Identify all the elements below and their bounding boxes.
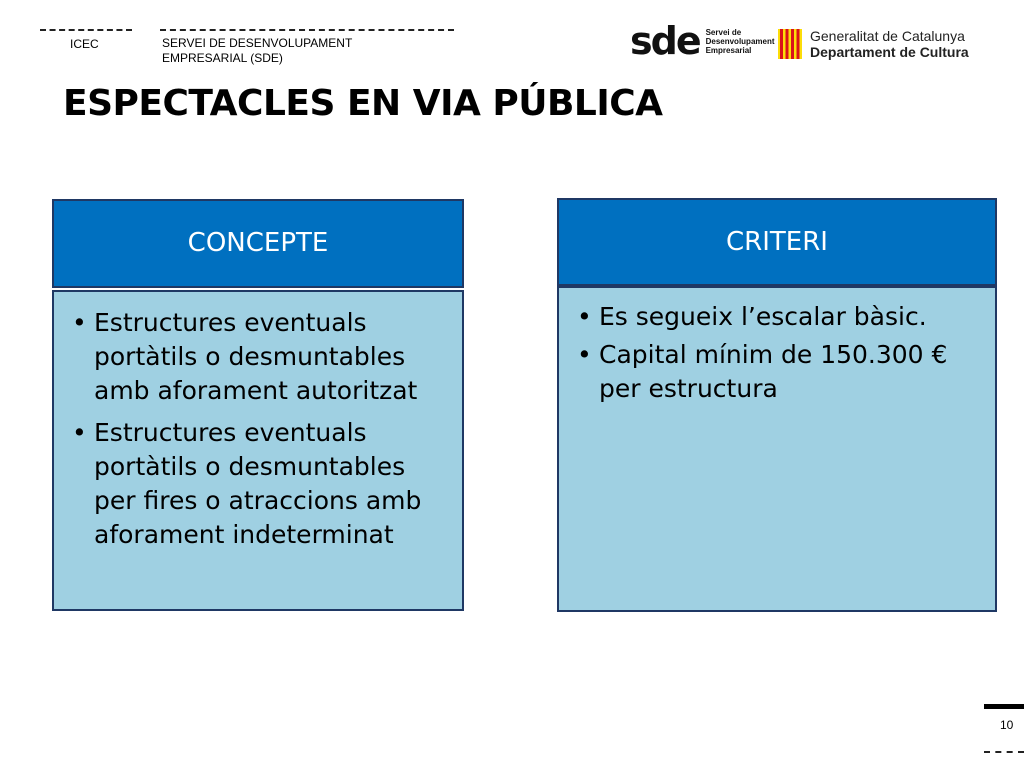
- criteri-item-2: • Capital mínim de 150.300 € per estructura: [577, 338, 977, 406]
- sde-sub-line3: Empresarial: [705, 45, 752, 55]
- footer-bar: [984, 704, 1024, 709]
- org-long-line2: EMPRESARIAL (SDE): [162, 51, 283, 65]
- criteri-list: [577, 300, 977, 406]
- sde-sub-line2: Desenvolupament: [705, 36, 775, 46]
- sde-logo-subtitle: [706, 28, 775, 55]
- criteri-item-1: • Es segueix l’escalar bàsic.: [577, 300, 977, 334]
- generalitat-line1: Generalitat de Catalunya: [810, 28, 965, 44]
- generalitat-text: [810, 28, 969, 60]
- criteri-body: [557, 286, 997, 612]
- flag-stripe-4: [797, 29, 800, 59]
- concepte-header: [52, 199, 464, 288]
- flag-stripe-1: [780, 29, 783, 59]
- sde-sub-line1: Servei de: [705, 27, 742, 37]
- slide-title: ESPECTACLES EN VIA PÚBLICA: [63, 83, 663, 124]
- criteri-heading: CRITERI: [726, 227, 828, 257]
- concepte-item-2: • Estructures eventuals portàtils o desmuntables per fires o atraccions amb aforament indeterminat: [72, 416, 444, 552]
- footer-dash: [984, 751, 1024, 753]
- concepte-list: [72, 306, 444, 552]
- generalitat-logo: [778, 28, 969, 60]
- sde-logo: [630, 19, 775, 63]
- flag-stripe-3: [791, 29, 794, 59]
- flag-stripe-2: [786, 29, 789, 59]
- generalitat-line2: Departament de Cultura: [810, 44, 969, 60]
- concepte-heading: CONCEPTE: [187, 228, 329, 258]
- header-dash-right: [160, 29, 454, 31]
- org-long-label: [162, 36, 352, 66]
- header-dash-left: [40, 29, 132, 31]
- concepte-item-1: • Estructures eventuals portàtils o desmuntables amb aforament autoritzat: [72, 306, 444, 408]
- org-short-label: ICEC: [70, 37, 99, 51]
- org-long-line1: SERVEI DE DESENVOLUPAMENT: [162, 36, 353, 50]
- concepte-body: [52, 290, 464, 611]
- catalan-flag-icon: [778, 29, 802, 59]
- criteri-header: [557, 198, 997, 286]
- sde-logo-mark: sde: [630, 19, 700, 63]
- page-number: 10: [1000, 718, 1014, 732]
